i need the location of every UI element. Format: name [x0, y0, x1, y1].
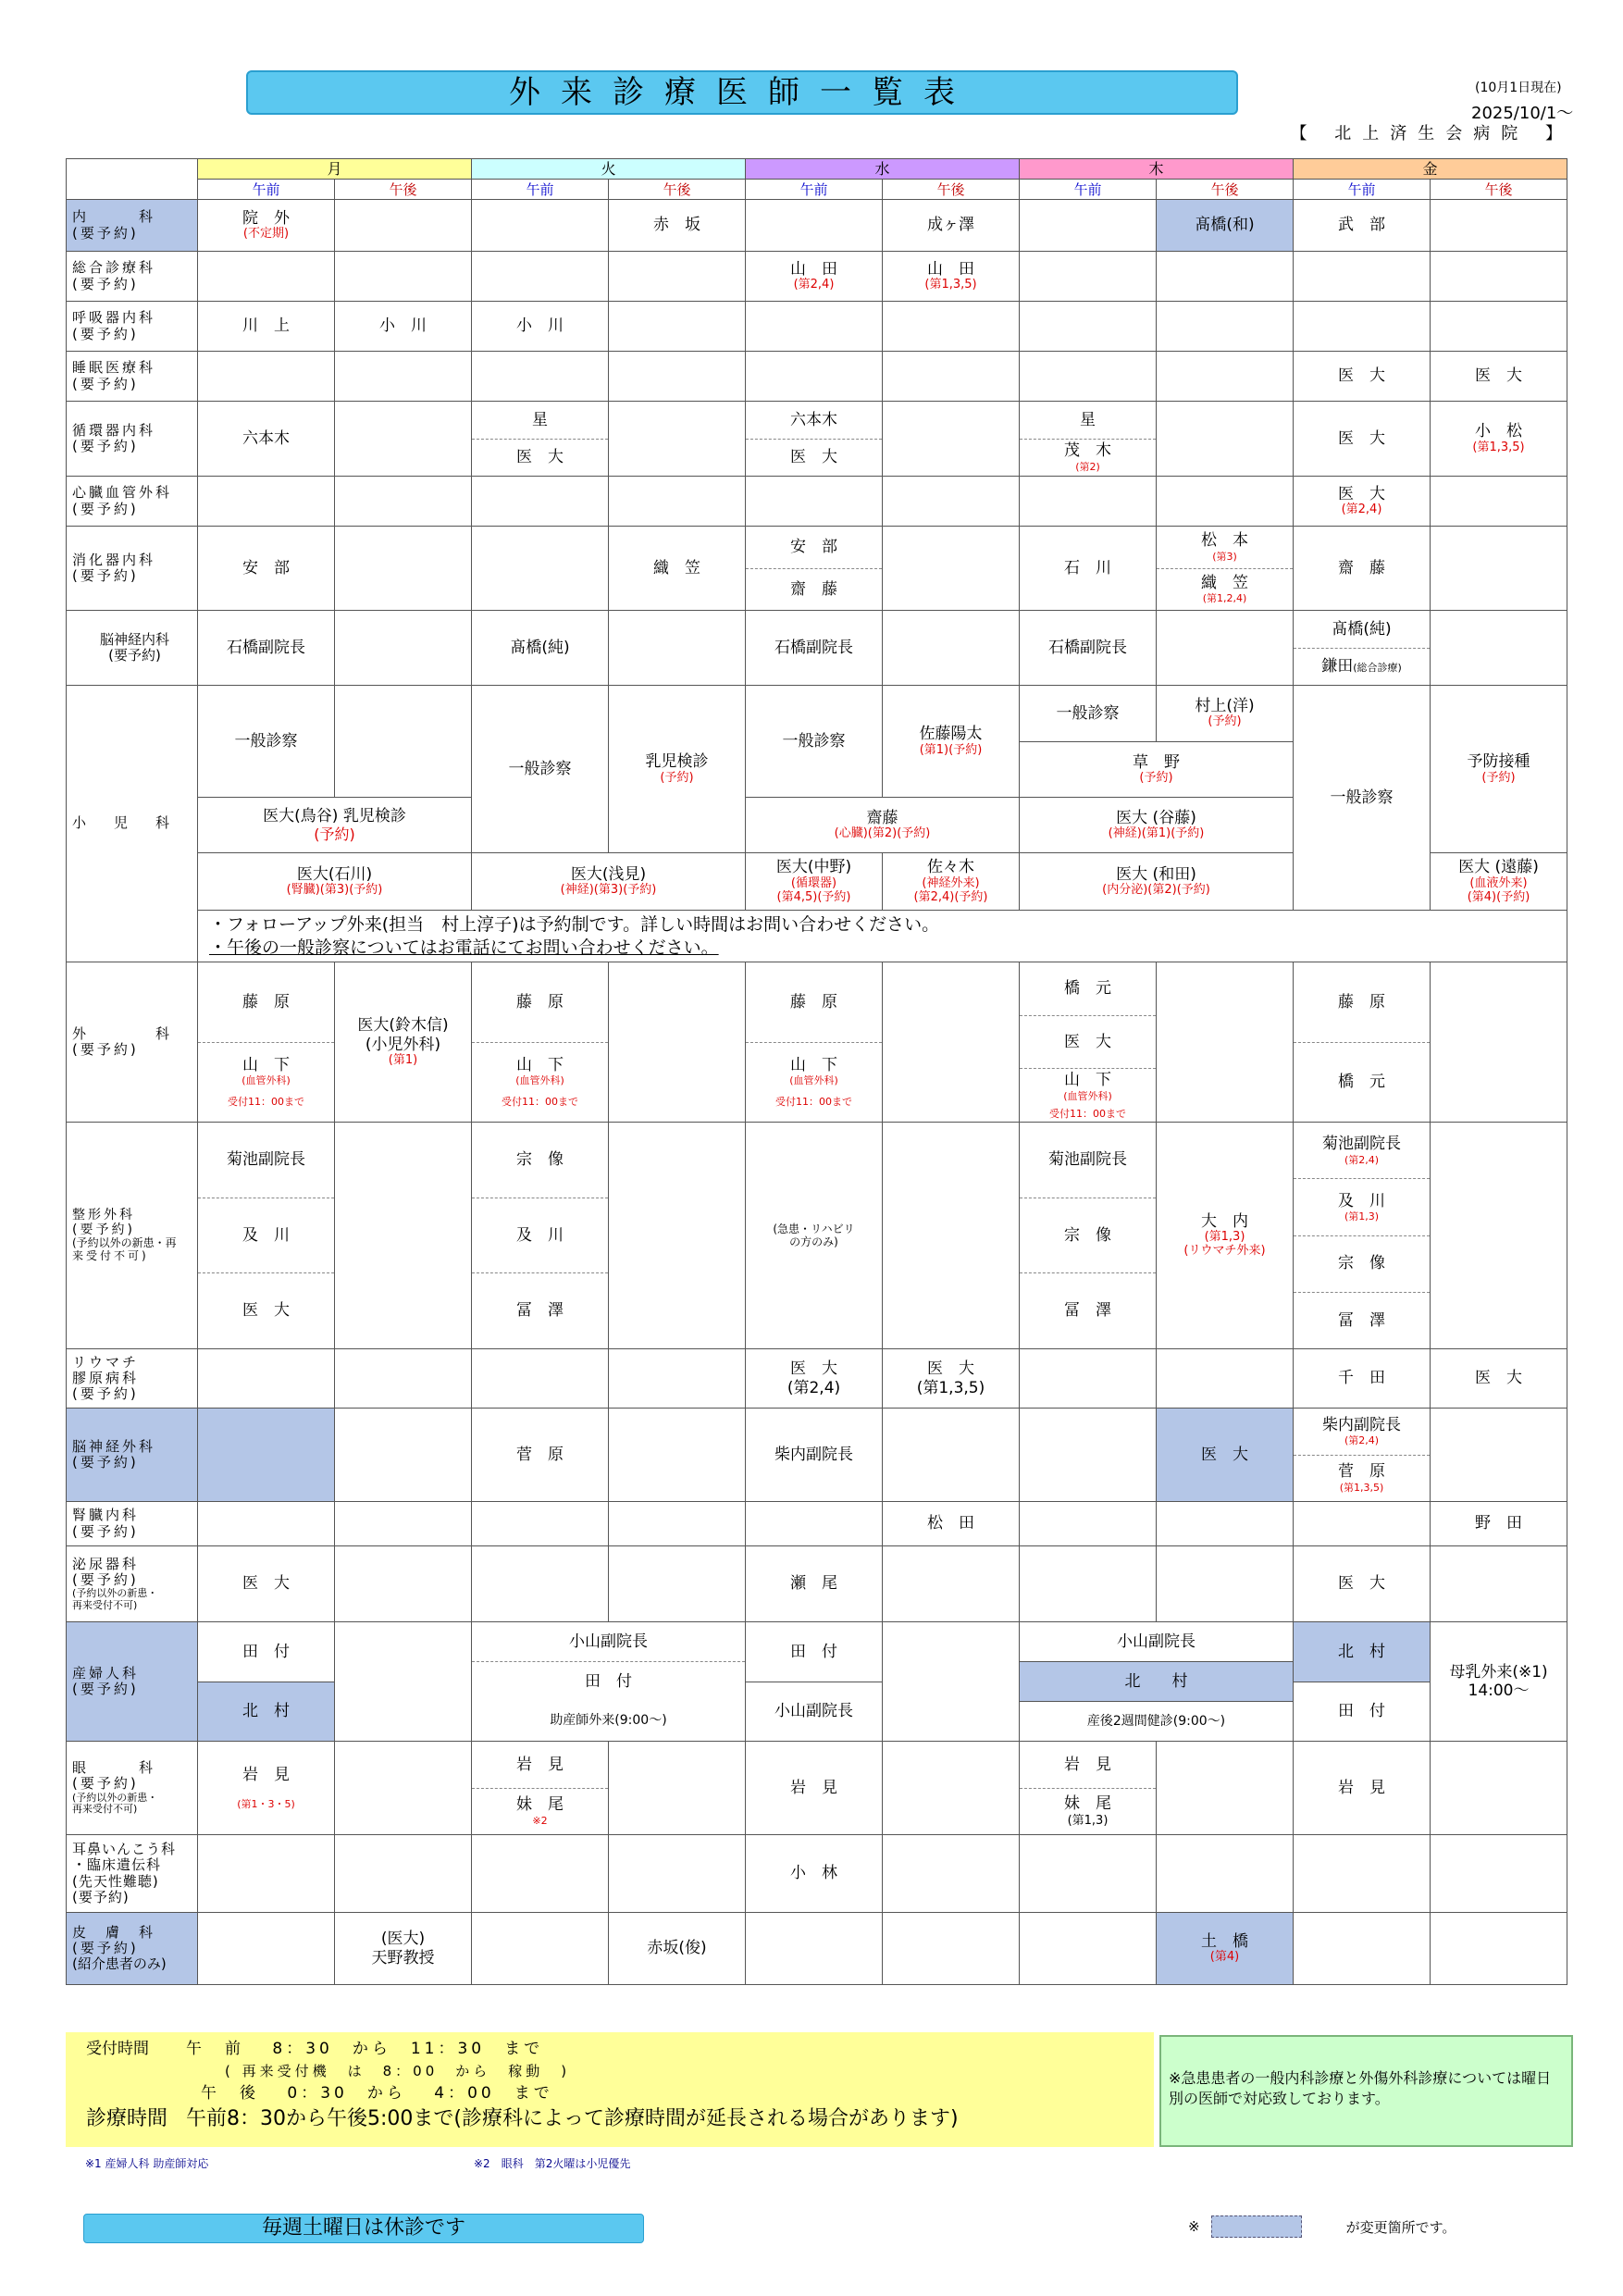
- cell: 医 大 (第2,4): [746, 1349, 883, 1409]
- dept-kokyu: 呼吸器内科 (要予約): [67, 302, 198, 352]
- row-jinzo: [67, 1502, 1567, 1546]
- cell: 藤 原 山 下 (血管外科) 受付11：00まで: [472, 962, 609, 1123]
- cell: 菅 原: [472, 1409, 609, 1502]
- cell: 一般診察: [472, 686, 609, 853]
- am-header: 午前: [472, 180, 609, 200]
- cell: 瀬 尾: [746, 1546, 883, 1622]
- dept-geka: 外 科 (要予約): [67, 962, 198, 1123]
- cell: 六本木 医 大: [746, 402, 883, 477]
- cell: 武 部: [1294, 200, 1431, 252]
- dept-shoka: 消化器内科 (要予約): [67, 527, 198, 611]
- cell: 医 大 (第1,3,5): [883, 1349, 1020, 1409]
- cell: 母乳外来(※1) 14:00～: [1431, 1622, 1567, 1742]
- cell: 佐々木 (神経外来) (第2,4)(予約): [883, 853, 1020, 911]
- cell: 岩 見: [1294, 1742, 1431, 1835]
- dept-seikei: 整形外科 (要予約) (予約以外の新患・再 来受付不可): [67, 1123, 198, 1349]
- cell: 野 田: [1431, 1502, 1567, 1546]
- day-thu: 木: [1020, 159, 1294, 180]
- dept-sanfu: 産婦人科 (要予約): [67, 1622, 198, 1742]
- cell: 医大(浅見) (神経)(第3)(予約): [472, 853, 746, 911]
- cell: 石橋副院長: [198, 611, 335, 686]
- cell: 川 上: [198, 302, 335, 352]
- cell: 髙橋(純) 鎌田(総合診療): [1294, 611, 1431, 686]
- cell: 織 笠: [609, 527, 746, 611]
- footnote-2: ※2 眼科 第2火曜は小児優先: [474, 2157, 631, 2170]
- row-kokyu: [67, 302, 1567, 352]
- day-fri: 金: [1294, 159, 1567, 180]
- cell: 成ヶ澤: [883, 200, 1020, 252]
- cell: 六本木: [198, 402, 335, 477]
- day-tue: 火: [472, 159, 746, 180]
- dept-noshinkei: 脳神経内科 (要予約): [67, 611, 198, 686]
- am-header: 午前: [746, 180, 883, 200]
- row-naika: [67, 200, 1567, 252]
- cell: (医大) 天野教授: [335, 1913, 472, 1985]
- row-shoni-1: [67, 686, 1567, 798]
- row-sogo: [67, 252, 1567, 302]
- row-shoka: [67, 527, 1567, 611]
- cell: 松 本 (第3) 織 笠 (第1,2,4): [1157, 527, 1294, 611]
- cell: 赤坂(俊): [609, 1913, 746, 1985]
- cell: 石橋副院長: [1020, 611, 1157, 686]
- cell: 星 茂 木 (第2): [1020, 402, 1157, 477]
- schedule-table: [66, 158, 1567, 1985]
- reception-machine: ( 再来受付機 は 8：00 から 稼動 ): [225, 2063, 571, 2079]
- cell: 予防接種 (予約): [1431, 686, 1567, 853]
- row-shinzo: [67, 477, 1567, 527]
- cell: 菊池副院長 (第2,4) 及 川 (第1,3) 宗 像 冨 澤: [1294, 1123, 1431, 1349]
- reception-label: 受付時間: [86, 2040, 149, 2058]
- dept-hifu: 皮 膚 科 (要予約) (紹介患者のみ): [67, 1913, 198, 1985]
- cell: 齋 藤: [1294, 527, 1431, 611]
- cell: 岩 見 妹 尾 ※2: [472, 1742, 609, 1835]
- cell: 医 大: [1431, 352, 1567, 402]
- cell: 松 田: [883, 1502, 1020, 1546]
- cell: 岩 見: [746, 1742, 883, 1835]
- dept-shinzo: 心臓血管外科 (要予約): [67, 477, 198, 527]
- cell: 山 田 (第1,3,5): [883, 252, 1020, 302]
- cell: 菊池副院長 宗 像 冨 澤: [1020, 1123, 1157, 1349]
- row-seikei: [67, 1123, 1567, 1349]
- cell: 小山副院長 北 村 産後2週間健診(9:00～): [1020, 1622, 1294, 1742]
- hospital-name: 【 北上済生会病院 】: [1290, 124, 1573, 143]
- cell: 宗 像 及 川 冨 澤: [472, 1123, 609, 1349]
- cell: 土 橋 (第4): [1157, 1913, 1294, 1985]
- cell: 安 部: [198, 527, 335, 611]
- dept-sogo: 総合診療科 (要予約): [67, 252, 198, 302]
- hours-label: 診療時間: [86, 2107, 168, 2130]
- cell: 一般診察: [1294, 686, 1431, 911]
- am-header: 午前: [1020, 180, 1157, 200]
- emergency-note: ※急患患者の一般内科診療と外傷外科診療については曜日別の医師で対応致しております。: [1159, 2035, 1573, 2147]
- footnote-1: ※1 産婦人科 助産師対応: [85, 2157, 209, 2170]
- cell: 田 付 小山副院長: [746, 1622, 883, 1742]
- cell: 髙橋(和): [1157, 200, 1294, 252]
- cell: 医大(鳥谷) 乳児検診 (予約): [198, 798, 472, 853]
- row-sanfu: [67, 1622, 1567, 1742]
- cell: 医大(鈴木信) (小児外科) (第1): [335, 962, 472, 1123]
- page-title: 外来診療医師一覧表: [246, 70, 1238, 115]
- hours-box: [66, 2032, 1154, 2147]
- cell: 藤 原 山 下 (血管外科) 受付11：00まで: [198, 962, 335, 1123]
- hours-text: 午前8：30から午後5:00まで(診療科によって診療時間が延長される場合があります): [186, 2107, 959, 2130]
- cell: 佐藤陽太 (第1)(予約): [883, 686, 1020, 798]
- cell: 千 田: [1294, 1349, 1431, 1409]
- reception-am: 午 前 8：30 から 11：30 まで: [186, 2040, 544, 2058]
- cell: 大 内 (第1,3) (リウマチ外来): [1157, 1123, 1294, 1349]
- pm-header: 午後: [335, 180, 472, 200]
- day-header-row: [67, 159, 1567, 180]
- pm-header: 午後: [1431, 180, 1567, 200]
- cell: 岩 見 妹 尾 (第1,3): [1020, 1742, 1157, 1835]
- cell: 柴内副院長: [746, 1409, 883, 1502]
- cell: 医 大: [1157, 1409, 1294, 1502]
- dept-hinyo: 泌尿器科 (要予約) (予約以外の新患・ 再来受付不可): [67, 1546, 198, 1622]
- cell: 山 田 (第2,4): [746, 252, 883, 302]
- cell: 医 大: [1294, 352, 1431, 402]
- cell: 岩 見 (第1・3・5): [198, 1742, 335, 1835]
- cell: 医 大: [1294, 1546, 1431, 1622]
- cell: 藤 原 山 下 (血管外科) 受付11：00まで: [746, 962, 883, 1123]
- cell: 医大(石川) (腎臓)(第3)(予約): [198, 853, 472, 911]
- cell: 齋藤 (心臓)(第2)(予約): [746, 798, 1020, 853]
- cell: 医大 (谷藤) (神経)(第1)(予約): [1020, 798, 1294, 853]
- cell: 乳児検診 (予約): [609, 686, 746, 853]
- row-shoni-notes: [67, 911, 1567, 962]
- dept-jinzo: 腎臓内科 (要予約): [67, 1502, 198, 1546]
- am-header: 午前: [1294, 180, 1431, 200]
- day-wed: 水: [746, 159, 1020, 180]
- cell: 石橋副院長: [746, 611, 883, 686]
- dept-suimin: 睡眠医療科 (要予約): [67, 352, 198, 402]
- legend-swatch: [1211, 2215, 1302, 2238]
- shoni-notes: ・フォローアップ外来(担当 村上淳子)は予約制です。詳しい時間はお問い合わせください。 ・午後の一般診察についてはお電話にてお問い合わせください。: [198, 911, 1567, 962]
- closed-saturday: 毎週土曜日は休診です: [83, 2214, 644, 2243]
- cell: 小 川: [472, 302, 609, 352]
- cell: 医 大: [1294, 402, 1431, 477]
- cell: 医 大: [198, 1546, 335, 1622]
- reception-pm: 午 後 0：30 から 4：00 まで: [201, 2084, 553, 2103]
- effective-date: 2025/10/1～: [1471, 104, 1574, 123]
- dept-rheum: リウマチ 膠原病科 (要予約): [67, 1349, 198, 1409]
- row-nogeka: [67, 1409, 1567, 1502]
- cell: 医 大: [1431, 1349, 1567, 1409]
- am-header: 午前: [198, 180, 335, 200]
- dept-ganka: 眼 科 (要予約) (予約以外の新患・ 再来受付不可): [67, 1742, 198, 1835]
- row-hinyo: [67, 1546, 1567, 1622]
- cell: 橋 元 医 大 山 下 (血管外科) 受付11：00まで: [1020, 962, 1157, 1123]
- row-rheum: [67, 1349, 1567, 1409]
- cell: 医大(中野) (循環器) (第4,5)(予約): [746, 853, 883, 911]
- cell: 安 部 齋 藤: [746, 527, 883, 611]
- pm-header: 午後: [609, 180, 746, 200]
- legend: ※ が変更箇所です。: [1188, 2215, 1456, 2238]
- cell: 医大 (和田) (内分泌)(第2)(予約): [1020, 853, 1294, 911]
- cell: 小 川: [335, 302, 472, 352]
- ampm-header-row: [67, 180, 1567, 200]
- cell: 北 村 田 付: [1294, 1622, 1431, 1742]
- row-noshinkei: [67, 611, 1567, 686]
- day-mon: 月: [198, 159, 472, 180]
- dept-nogeka: 脳神経外科 (要予約): [67, 1409, 198, 1502]
- as-of-date: (10月1日現在): [1475, 81, 1562, 95]
- cell: 一般診察 村上(洋) (予約) 草 野 (予約): [1020, 686, 1294, 798]
- cell: 院 外 (不定期): [198, 200, 335, 252]
- row-jibi: [67, 1835, 1567, 1913]
- cell: 藤 原 橋 元: [1294, 962, 1431, 1123]
- cell: (急患・リハビリ の方のみ): [746, 1123, 883, 1349]
- pm-header: 午後: [883, 180, 1020, 200]
- cell: 医 大 (第2,4): [1294, 477, 1431, 527]
- cell: 赤 坂: [609, 200, 746, 252]
- cell: 小 林: [746, 1835, 883, 1913]
- cell: 菊池副院長 及 川 医 大: [198, 1123, 335, 1349]
- cell: 田 付 北 村: [198, 1622, 335, 1742]
- cell: 石 川: [1020, 527, 1157, 611]
- row-junkan: [67, 402, 1567, 477]
- dept-naika: 内 科 (要予約): [67, 200, 198, 252]
- pm-header: 午後: [1157, 180, 1294, 200]
- cell: 髙橋(純): [472, 611, 609, 686]
- dept-shoni: 小 児 科: [67, 686, 198, 962]
- dept-junkan: 循環器内科 (要予約): [67, 402, 198, 477]
- cell: 一般診察: [746, 686, 883, 798]
- cell: 柴内副院長 (第2,4) 菅 原 (第1,3,5): [1294, 1409, 1431, 1502]
- row-geka: [67, 962, 1567, 1123]
- dept-jibi: 耳鼻いんこう科 ・臨床遺伝科 (先天性難聴) (要予約): [67, 1835, 198, 1913]
- cell: 小山副院長 田 付 助産師外来(9:00～): [472, 1622, 746, 1742]
- cell: 小 松 (第1,3,5): [1431, 402, 1567, 477]
- cell: 星 医 大: [472, 402, 609, 477]
- row-ganka: [67, 1742, 1567, 1835]
- cell: 医大 (遠藤) (血液外来) (第4)(予約): [1431, 853, 1567, 911]
- cell-shaded: [198, 1409, 335, 1502]
- row-suimin: [67, 352, 1567, 402]
- row-hifu: [67, 1913, 1567, 1985]
- cell: 一般診察: [198, 686, 335, 798]
